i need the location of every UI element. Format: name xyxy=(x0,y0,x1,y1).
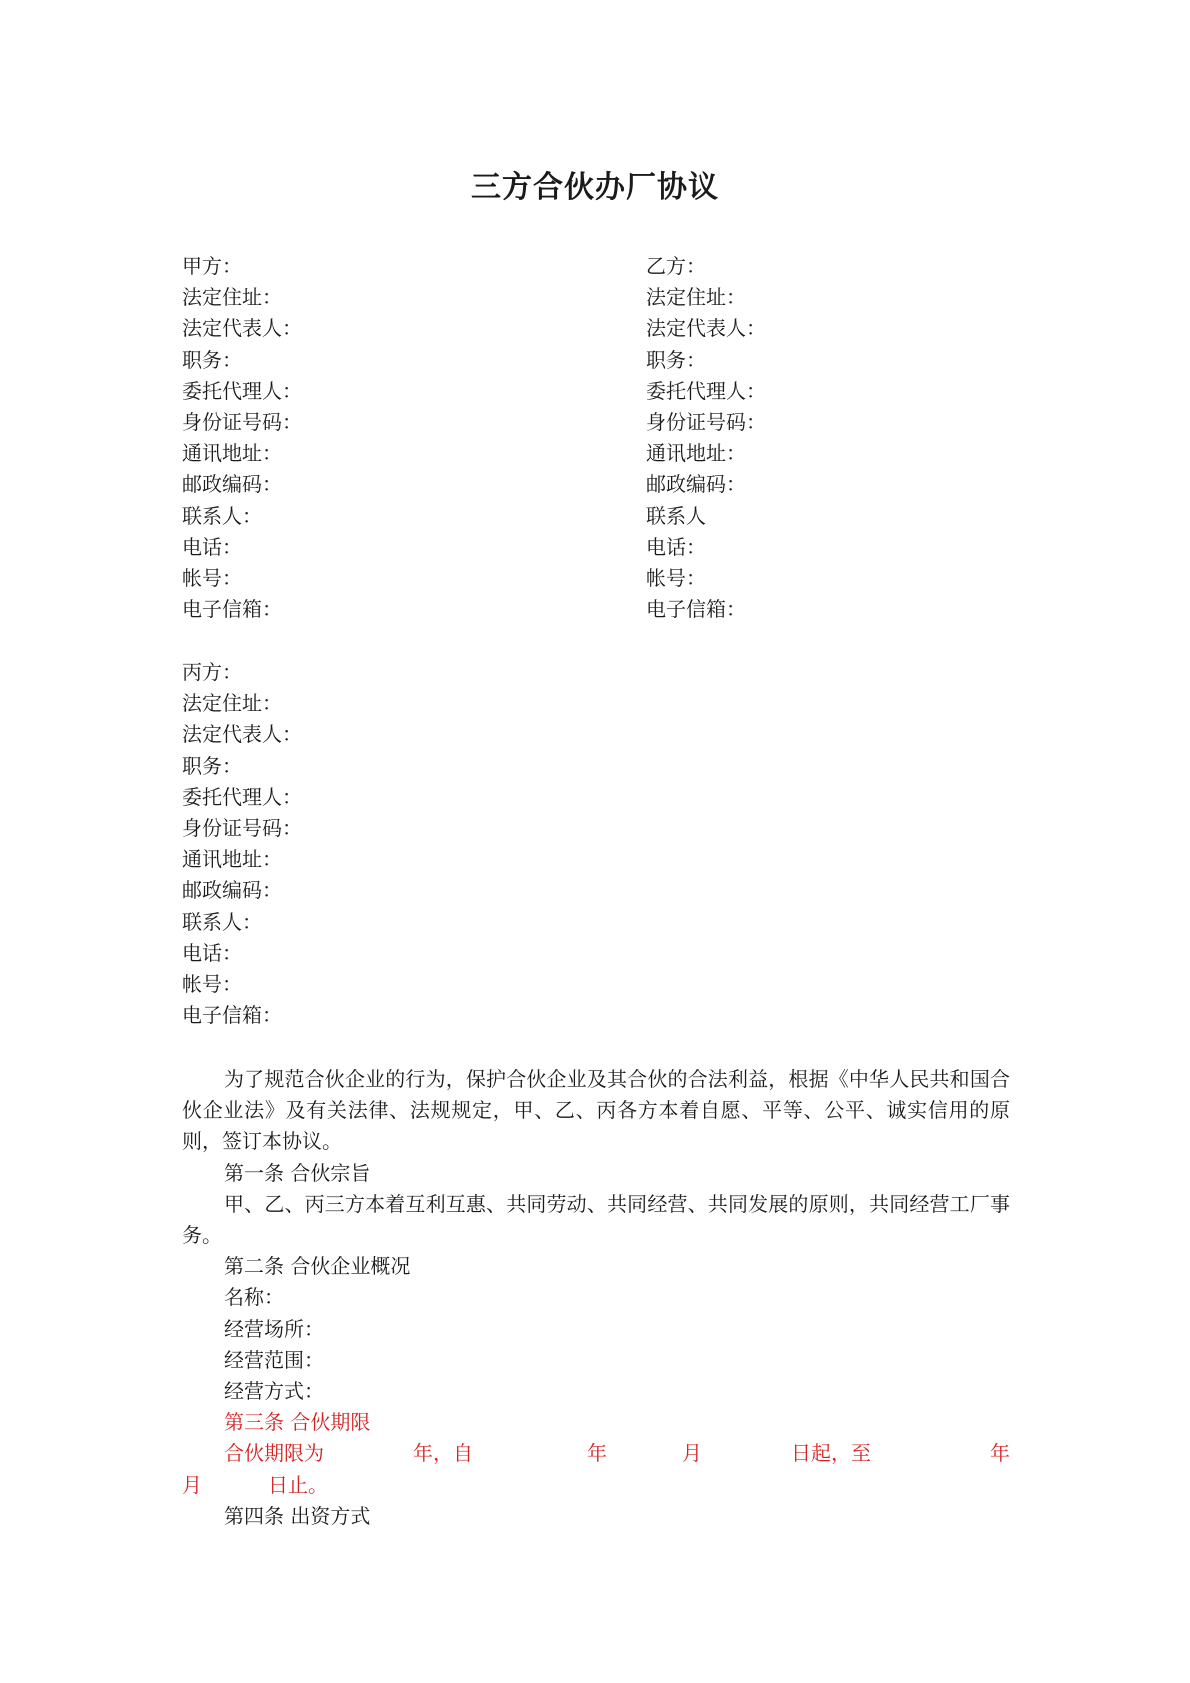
article-1-heading: 第一条 合伙宗旨 xyxy=(224,1160,371,1185)
party-c-line: 通讯地址： xyxy=(182,847,282,872)
agreement-body xyxy=(182,1064,1010,1532)
party-b-line: 电话： xyxy=(646,534,706,559)
party-a-line: 身份证号码： xyxy=(182,409,302,434)
party-c-line: 丙方： xyxy=(182,660,242,684)
term-part: 合伙期限为 xyxy=(224,1441,324,1466)
party-b-line: 职务： xyxy=(646,347,706,372)
party-a-line: 通讯地址： xyxy=(182,441,282,466)
party-b-line: 身份证号码： xyxy=(646,409,766,434)
term-part: 月 xyxy=(682,1441,702,1466)
party-c-line: 法定代表人： xyxy=(182,722,302,747)
party-b-info xyxy=(646,251,766,625)
party-b-line: 联系人 xyxy=(646,503,706,528)
term-part: 年 xyxy=(587,1441,607,1466)
party-c-line: 职务： xyxy=(182,753,242,778)
party-a-line: 甲方： xyxy=(182,254,242,278)
party-a-line: 电子信箱： xyxy=(182,597,282,622)
article-3-term-line-2 xyxy=(182,1470,1010,1501)
term-part: 日止。 xyxy=(268,1472,328,1497)
party-a-line: 邮政编码： xyxy=(182,472,282,497)
document-title: 三方合伙办厂协议 xyxy=(471,170,719,205)
article-1-text: 甲、乙、丙三方本着互利互惠、共同劳动、共同经营、共同发展的原则，共同经营工厂事务。 xyxy=(182,1191,1010,1247)
article-4-heading: 第四条 出资方式 xyxy=(224,1503,371,1528)
party-c-line: 委托代理人： xyxy=(182,784,302,809)
article-2-item: 经营场所： xyxy=(224,1316,324,1341)
term-part: 年，自 xyxy=(413,1441,473,1466)
party-c-line: 帐号： xyxy=(182,971,242,996)
party-a-line: 委托代理人： xyxy=(182,378,302,403)
term-part: 月 xyxy=(182,1472,202,1497)
party-a-line: 职务： xyxy=(182,347,242,372)
party-b-line: 邮政编码： xyxy=(646,472,746,497)
party-c-line: 邮政编码： xyxy=(182,878,282,903)
article-2-item: 名称： xyxy=(224,1285,284,1310)
party-c-line: 身份证号码： xyxy=(182,815,302,840)
article-3-term-line-1 xyxy=(182,1438,1010,1469)
party-b-line: 乙方： xyxy=(646,254,706,278)
party-c-line: 法定住址： xyxy=(182,691,282,716)
party-a-info xyxy=(182,251,302,625)
party-a-line: 电话： xyxy=(182,534,242,559)
article-3-heading: 第三条 合伙期限 xyxy=(224,1410,371,1435)
party-a-line: 法定代表人： xyxy=(182,316,302,341)
party-b-line: 委托代理人： xyxy=(646,378,766,403)
article-2-item: 经营范围： xyxy=(224,1347,324,1372)
party-b-line: 帐号： xyxy=(646,565,706,590)
party-c-line: 电话： xyxy=(182,940,242,965)
term-part: 年 xyxy=(990,1441,1010,1466)
party-a-line: 联系人： xyxy=(182,503,262,528)
intro-paragraph: 为了规范合伙企业的行为，保护合伙企业及其合伙的合法利益，根据《中华人民共和国合伙企业法》及有关法律、法规规定，甲、乙、丙各方本着自愿、平等、公平、诚实信用的原则，签订本协议。 xyxy=(182,1067,1010,1154)
party-b-line: 电子信箱： xyxy=(646,597,746,622)
article-2-item: 经营方式： xyxy=(224,1378,324,1403)
article-2-heading: 第二条 合伙企业概况 xyxy=(224,1254,411,1279)
party-b-line: 法定代表人： xyxy=(646,316,766,341)
party-c-info xyxy=(182,657,302,1031)
party-a-line: 帐号： xyxy=(182,565,242,590)
party-b-line: 法定住址： xyxy=(646,285,746,310)
party-b-line: 通讯地址： xyxy=(646,441,746,466)
party-c-line: 联系人： xyxy=(182,909,262,934)
term-part: 日起，至 xyxy=(791,1441,871,1466)
party-c-line: 电子信箱： xyxy=(182,1003,282,1028)
party-a-line: 法定住址： xyxy=(182,285,282,310)
